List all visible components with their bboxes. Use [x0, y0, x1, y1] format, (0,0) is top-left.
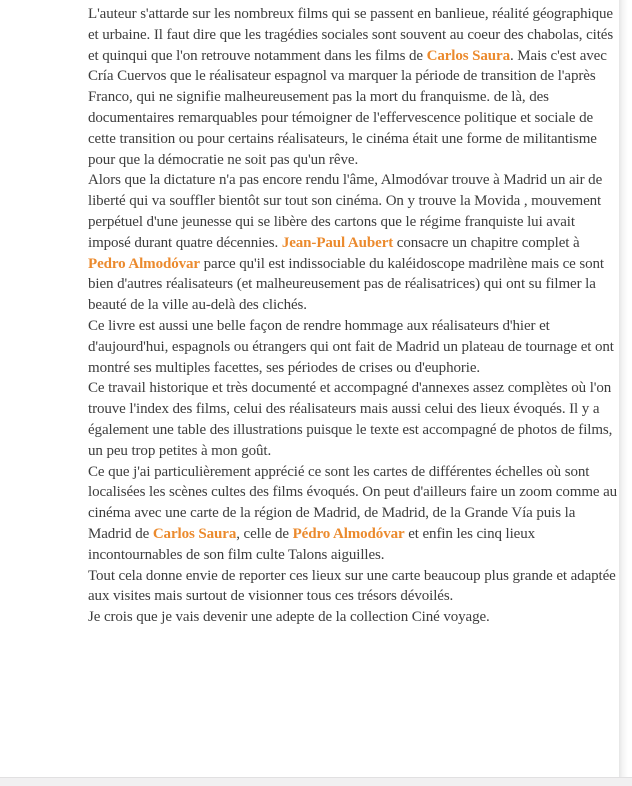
paragraph: Tout cela donne envie de reporter ces lieux sur une carte beaucoup plus grande et adaptée aux visites mais surtout de visionner tous ces trésors dévoilés. [88, 567, 616, 605]
author-link[interactable]: Carlos Saura [152, 525, 237, 542]
column-right-edge-shadow [619, 0, 628, 777]
paragraph: Ce travail historique et très documenté et accompagné d'annexes assez complètes où l'on trouve l'index des films, celui des réalisateurs mais aussi celui des lieux évoqués. Il y a également une table des illustrations puisque le texte est accompagné de photos de films, un peu trop petites à mon goût. [88, 380, 613, 459]
article-body [88, 4, 618, 628]
paragraph: Alors que la dictature n'a pas encore rendu l'âme, Almodóvar trouve à Madrid un air de liberté qui va souffler bientôt sur tout son cinéma. On y trouve la Movida , mouvement perpétuel d'une jeunesse qui se libère des cartons que le régime franquiste lui avait imposé durant quatre décennies. Jean-Paul Aubert consacre un chapitre complet à Pedro Almodóvar parce qu'il est indissociable du kaléidoscope madrilène mais ce sont bien d'autres réalisateurs (et malheureusement pas de réalisatrices) qui ont su filmer la beauté de la ville au-delà des clichés. [88, 172, 604, 314]
author-link[interactable]: Jean-Paul Aubert [281, 234, 394, 251]
author-link[interactable]: Pedro Almodóvar [88, 255, 200, 272]
author-link[interactable]: Pédro Almodóvar [292, 525, 405, 542]
paragraph: L'auteur s'attarde sur les nombreux films qui se passent en banlieue, réalité géographique et urbaine. Il faut dire que les tragédies sociales sont souvent au coeur des chabolas, cités et quinqui que l'on retrouve notamment dans les films de Carlos Saura. Mais c'est avec Cría Cuervos que le réalisateur espagnol va marquer la période de transition de l'après Franco, qui ne signifie malheureusement pas la mort du franquisme. de là, des documentaires remarquables pour témoigner de l'effervescence politique et sociale de cette transition ou pour certains réalisateurs, le cinéma était une forme de militantisme pour que la démocratie ne soit pas qu'un rêve. [88, 6, 614, 168]
paragraph: Ce livre est aussi une belle façon de rendre hommage aux réalisateurs d'hier et d'aujourd'hui, espagnols ou étrangers qui ont fait de Madrid un plateau de tournage et ont montré ses multiples facettes, ses périodes de crises ou d'euphorie. [88, 317, 614, 376]
author-link[interactable]: Carlos Saura [426, 47, 510, 64]
paragraph: Ce que j'ai particulièrement apprécié ce sont les cartes de différentes échelles où sont localisées les scènes cultes des films évoqués. On peut d'ailleurs faire un zoom comme au cinéma avec une carte de la région de Madrid, de Madrid, de la Grande Vía puis la Madrid de Carlos Saura, celle de Pédro Almodóvar et enfin les cinq lieux incontournables de son film culte Talons aiguilles. [88, 463, 618, 563]
paragraph: Je crois que je vais devenir une adepte de la collection Ciné voyage. [88, 609, 490, 626]
bottom-section-edge [0, 777, 632, 786]
